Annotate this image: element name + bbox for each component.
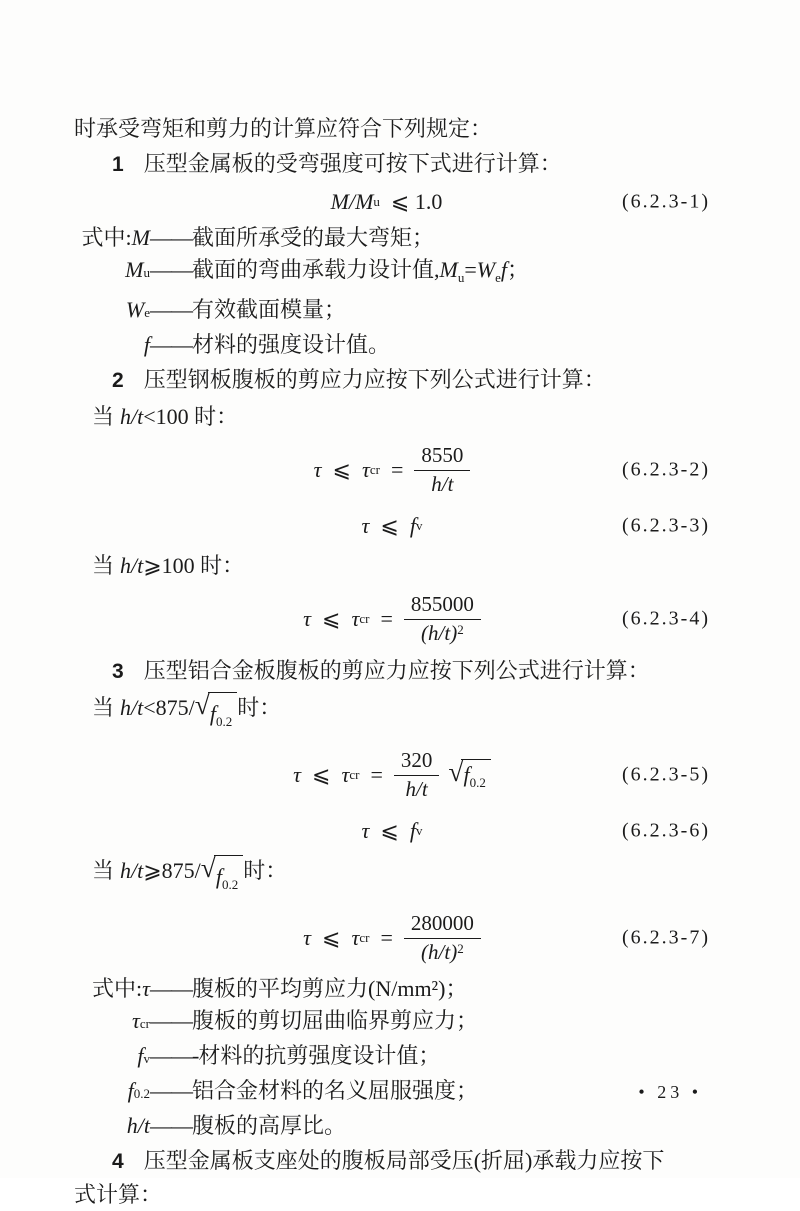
def-row bbox=[74, 1075, 710, 1110]
item-number: 1 bbox=[112, 153, 124, 176]
def-row bbox=[74, 329, 710, 361]
def-dash: —— bbox=[150, 1078, 192, 1103]
condition-ht-ge-875: 当 h/t⩾875/ √ $f_{0.2}$ 时： bbox=[74, 852, 710, 903]
equation-body: τ ⩽ f v bbox=[361, 817, 423, 843]
def-dash: —— bbox=[150, 1113, 192, 1138]
def-row bbox=[74, 222, 710, 254]
equation-6-2-3-1 bbox=[74, 181, 710, 222]
clause-item-1 bbox=[74, 147, 710, 181]
def-desc: 截面所承受的最大弯矩； bbox=[192, 225, 435, 250]
equation-6-2-3-2 bbox=[74, 439, 710, 501]
item-number: 3 bbox=[112, 660, 124, 683]
def-desc: 材料的强度设计值。 bbox=[192, 332, 391, 357]
fraction: $\frac{320}{h/t}$ bbox=[394, 748, 440, 802]
math-variable: M/M bbox=[330, 188, 374, 214]
sqrt-expression: √ $f_{0.2}$ bbox=[195, 692, 237, 740]
math-relation: ⩽ 1.0 bbox=[390, 188, 443, 214]
equation-number: (6.2.3-2) bbox=[622, 458, 710, 481]
radical-sign: √ bbox=[194, 689, 210, 720]
math-subscript: u bbox=[373, 193, 380, 209]
equation-body: τ ⩽ τ cr = $\frac{855000}{(h/t)^2}$ bbox=[303, 592, 481, 646]
def-term: τ cr bbox=[132, 1008, 150, 1033]
equation-number: (6.2.3-5) bbox=[622, 763, 710, 786]
def-dash: —— bbox=[150, 332, 192, 357]
equation-body bbox=[331, 189, 454, 215]
equation-6-2-3-4 bbox=[74, 588, 710, 650]
sqrt-expression: √ $f_{0.2}$ bbox=[448, 759, 490, 791]
def-desc: 腹板的剪切屈曲临界剪应力； bbox=[192, 1008, 479, 1033]
def-term: h/t bbox=[126, 1113, 150, 1138]
clause-item-2 bbox=[74, 363, 710, 397]
def-term: f v bbox=[137, 1043, 150, 1068]
equation-number: (6.2.3-1) bbox=[622, 190, 710, 212]
equation-body: τ ⩽ f v bbox=[361, 512, 423, 538]
equation-body: τ ⩽ τ cr = $\frac{280000}{(h/t)^2}$ bbox=[303, 911, 481, 965]
def-desc: 铝合金材料的名义屈服强度； bbox=[192, 1078, 479, 1103]
def-row bbox=[74, 254, 710, 294]
equation-number: (6.2.3-7) bbox=[622, 926, 710, 949]
def-term: f 0.2 bbox=[127, 1078, 150, 1103]
radical-sign: √ bbox=[448, 756, 464, 787]
def-dash: ——- bbox=[150, 1043, 199, 1068]
condition-ht-lt-875: 当 h/t<875/ √ $f_{0.2}$ 时： bbox=[74, 689, 710, 740]
equation-body: τ ⩽ τ cr = $\frac{8550}{h/t}$ bbox=[314, 443, 471, 497]
clause-item-4 bbox=[74, 1144, 710, 1178]
def-row bbox=[74, 1040, 710, 1075]
item-number: 2 bbox=[112, 369, 124, 392]
equation-number: (6.2.3-3) bbox=[622, 514, 710, 536]
equation-number: (6.2.3-6) bbox=[622, 819, 710, 841]
def-row bbox=[74, 1005, 710, 1040]
item-text: 压型金属板支座处的腹板局部受压(折屈)承载力应按下 bbox=[143, 1148, 665, 1173]
condition-ht-lt-100: 当 h/t<100 时： bbox=[92, 404, 239, 429]
equation-6-2-3-6 bbox=[74, 810, 710, 851]
page-number: • 23 • bbox=[638, 1082, 702, 1102]
item-text: 压型金属板的受弯强度可按下式进行计算： bbox=[143, 151, 562, 176]
equation-body: τ ⩽ τ cr = $\frac{320}{h/t}$ √ $f_{0.2}$ bbox=[293, 748, 491, 802]
def-dash: —— bbox=[150, 225, 192, 250]
condition-ht-ge-100: 当 h/t⩾100 时： bbox=[92, 553, 245, 578]
intro-paragraph: 时承受弯矩和剪力的计算应符合下列规定： bbox=[74, 116, 493, 141]
def-label: 式中: bbox=[92, 976, 143, 1001]
def-row bbox=[74, 1110, 710, 1142]
item-text: 压型钢板腹板的剪应力应按下列公式进行计算： bbox=[143, 367, 606, 392]
def-dash: —— bbox=[150, 257, 192, 282]
def-dash: —— bbox=[150, 1008, 192, 1033]
clause-item-3 bbox=[74, 654, 710, 688]
def-dash: —— bbox=[150, 976, 192, 1001]
def-desc: 材料的抗剪强度设计值； bbox=[198, 1043, 441, 1068]
def-term: M u bbox=[125, 257, 150, 282]
equation-6-2-3-3 bbox=[74, 505, 710, 546]
def-desc: 有效截面模量； bbox=[192, 297, 347, 322]
def-term: W e bbox=[125, 297, 150, 322]
radical-sign: √ bbox=[200, 852, 216, 883]
fraction: $\frac{280000}{(h/t)^2}$ bbox=[404, 911, 481, 965]
item-text: 压型铝合金板腹板的剪应力应按下列公式进行计算： bbox=[143, 658, 650, 683]
def-term: 式中: M bbox=[74, 222, 150, 254]
clause-item-4-continuation: 式计算： bbox=[74, 1182, 163, 1207]
equation-number: (6.2.3-4) bbox=[622, 607, 710, 630]
def-label: 式中: bbox=[81, 225, 132, 250]
def-desc: 截面的弯曲承载力设计值$,M_u=W_ef$； bbox=[192, 257, 530, 285]
def-term: f bbox=[143, 332, 150, 357]
equation-6-2-3-7 bbox=[74, 907, 710, 969]
equation-6-2-3-5 bbox=[74, 744, 710, 806]
def-dash: —— bbox=[150, 297, 192, 322]
def-desc: 腹板的高厚比。 bbox=[192, 1113, 347, 1138]
fraction: $\frac{855000}{(h/t)^2}$ bbox=[404, 592, 481, 646]
item-number: 4 bbox=[112, 1150, 124, 1173]
sqrt-expression: √ $f_{0.2}$ bbox=[201, 855, 243, 903]
fraction: $\frac{8550}{h/t}$ bbox=[414, 443, 470, 497]
def-term: 式中: τ bbox=[74, 973, 150, 1005]
def-desc: 腹板的平均剪应力(N/mm²)； bbox=[192, 976, 468, 1001]
def-row bbox=[74, 294, 710, 329]
def-row bbox=[74, 973, 710, 1005]
